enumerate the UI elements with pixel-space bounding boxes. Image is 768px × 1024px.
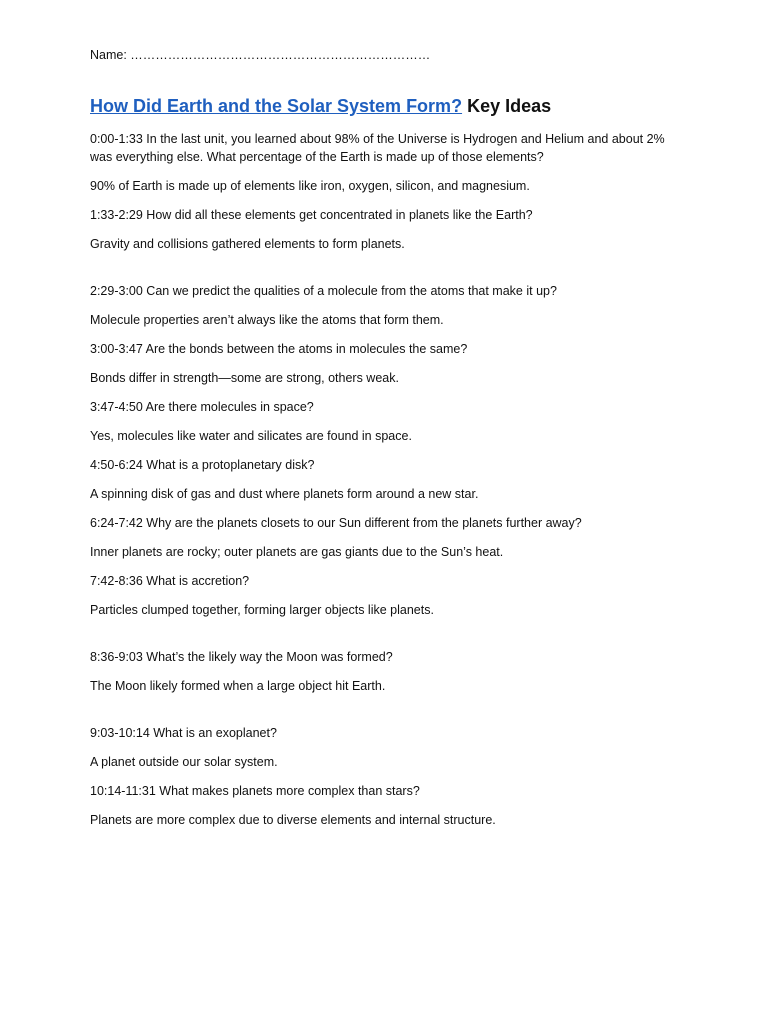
paragraph: 4:50-6:24 What is a protoplanetary disk? bbox=[90, 458, 315, 472]
blank-line bbox=[90, 630, 690, 648]
paragraph: 6:24-7:42 Why are the planets closets to our Sun different from the planets further away? bbox=[90, 516, 582, 530]
paragraph: Bonds differ in strength—some are strong, others weak. bbox=[90, 371, 399, 385]
document-body bbox=[90, 130, 690, 840]
paragraph: Molecule properties aren’t always like the atoms that form them. bbox=[90, 313, 444, 327]
title-suffix: Key Ideas bbox=[462, 96, 552, 116]
paragraph: 0:00-1:33 In the last unit, you learned about 98% of the Universe is Hydrogen and Helium and about 2% was everything else. What percentage of the Earth is made up of those elements? bbox=[90, 132, 665, 164]
blank-line bbox=[90, 264, 690, 282]
page-title bbox=[90, 94, 551, 118]
paragraph: 90% of Earth is made up of elements like iron, oxygen, silicon, and magnesium. bbox=[90, 179, 530, 193]
paragraph: 8:36-9:03 What’s the likely way the Moon was formed? bbox=[90, 650, 393, 664]
blank-line bbox=[90, 706, 690, 724]
paragraph: The Moon likely formed when a large object hit Earth. bbox=[90, 679, 386, 693]
paragraph: Inner planets are rocky; outer planets are gas giants due to the Sun’s heat. bbox=[90, 545, 504, 559]
paragraph: Particles clumped together, forming larger objects like planets. bbox=[90, 603, 434, 617]
paragraph: 1:33-2:29 How did all these elements get concentrated in planets like the Earth? bbox=[90, 208, 533, 222]
paragraph: A spinning disk of gas and dust where planets form around a new star. bbox=[90, 487, 479, 501]
paragraph: 3:47-4:50 Are there molecules in space? bbox=[90, 400, 314, 414]
paragraph: A planet outside our solar system. bbox=[90, 755, 278, 769]
paragraph: Yes, molecules like water and silicates are found in space. bbox=[90, 429, 412, 443]
paragraph: 7:42-8:36 What is accretion? bbox=[90, 574, 250, 588]
paragraph: 3:00-3:47 Are the bonds between the atoms in molecules the same? bbox=[90, 342, 468, 356]
name-line: Name: ……………………………………………………………… bbox=[90, 48, 431, 62]
title-link[interactable]: How Did Earth and the Solar System Form? bbox=[90, 96, 463, 116]
paragraph: 2:29-3:00 Can we predict the qualities of a molecule from the atoms that make it up? bbox=[90, 284, 557, 298]
paragraph: 9:03-10:14 What is an exoplanet? bbox=[90, 726, 277, 740]
paragraph: Gravity and collisions gathered elements to form planets. bbox=[90, 237, 405, 251]
paragraph: Planets are more complex due to diverse elements and internal structure. bbox=[90, 813, 496, 827]
paragraph: 10:14-11:31 What makes planets more complex than stars? bbox=[90, 784, 420, 798]
